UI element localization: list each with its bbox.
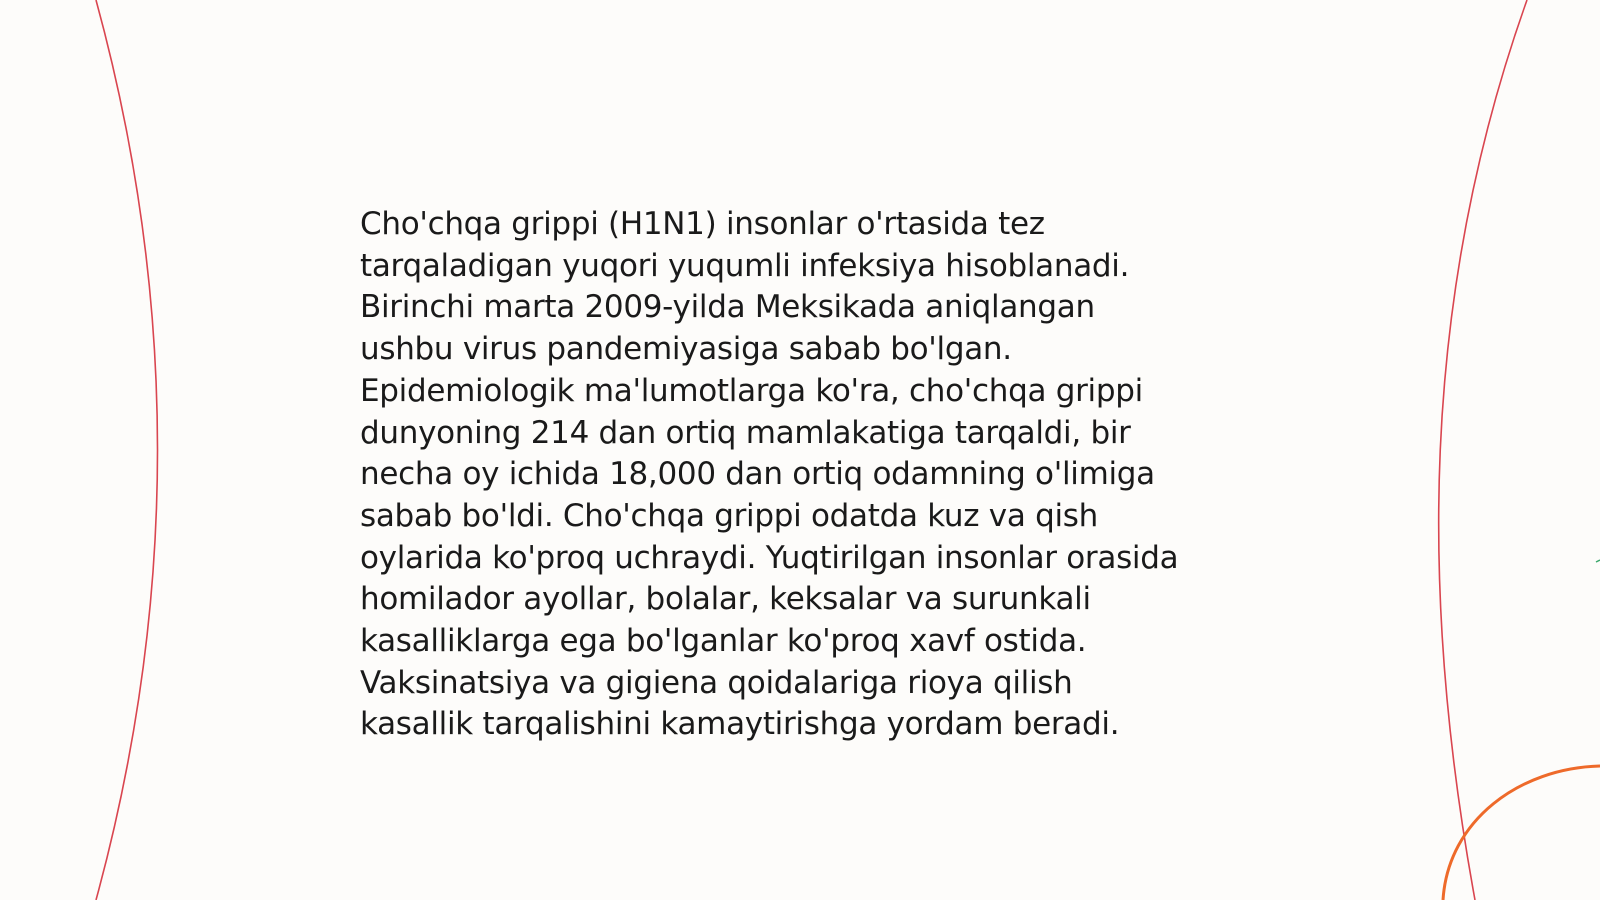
body-line: kasallik tarqalishini kamaytirishga yordam beradi. <box>360 706 1120 743</box>
body-line: Vaksinatsiya va gigiena qoidalariga rioya qilish <box>360 664 1073 701</box>
orange-circle-arc <box>1443 766 1600 900</box>
right-arc <box>1439 0 1527 900</box>
left-arc <box>96 0 158 900</box>
body-line: homilador ayollar, bolalar, keksalar va surunkali <box>360 581 1091 618</box>
body-line: Birinchi marta 2009-yilda Meksikada aniqlangan <box>360 289 1095 326</box>
green-accent-mark <box>1596 560 1600 562</box>
body-line: Epidemiologik ma'lumotlarga ko'ra, cho'chqa grippi <box>360 372 1143 409</box>
body-line: oylarida ko'proq uchraydi. Yuqtirilgan insonlar orasida <box>360 539 1179 576</box>
body-line: sabab bo'ldi. Cho'chqa grippi odatda kuz va qish <box>360 497 1098 534</box>
slide-body-text <box>360 204 1260 746</box>
body-line: necha oy ichida 18,000 dan ortiq odamning o'limiga <box>360 456 1155 493</box>
body-line: dunyoning 214 dan ortiq mamlakatiga tarqaldi, bir <box>360 414 1131 451</box>
body-line: ushbu virus pandemiyasiga sabab bo'lgan. <box>360 331 1012 368</box>
body-line: Cho'chqa grippi (H1N1) insonlar o'rtasida tez <box>360 206 1045 242</box>
body-line: tarqaladigan yuqori yuqumli infeksiya hisoblanadi. <box>360 247 1130 284</box>
body-line: kasalliklarga ega bo'lganlar ko'proq xavf ostida. <box>360 623 1087 660</box>
